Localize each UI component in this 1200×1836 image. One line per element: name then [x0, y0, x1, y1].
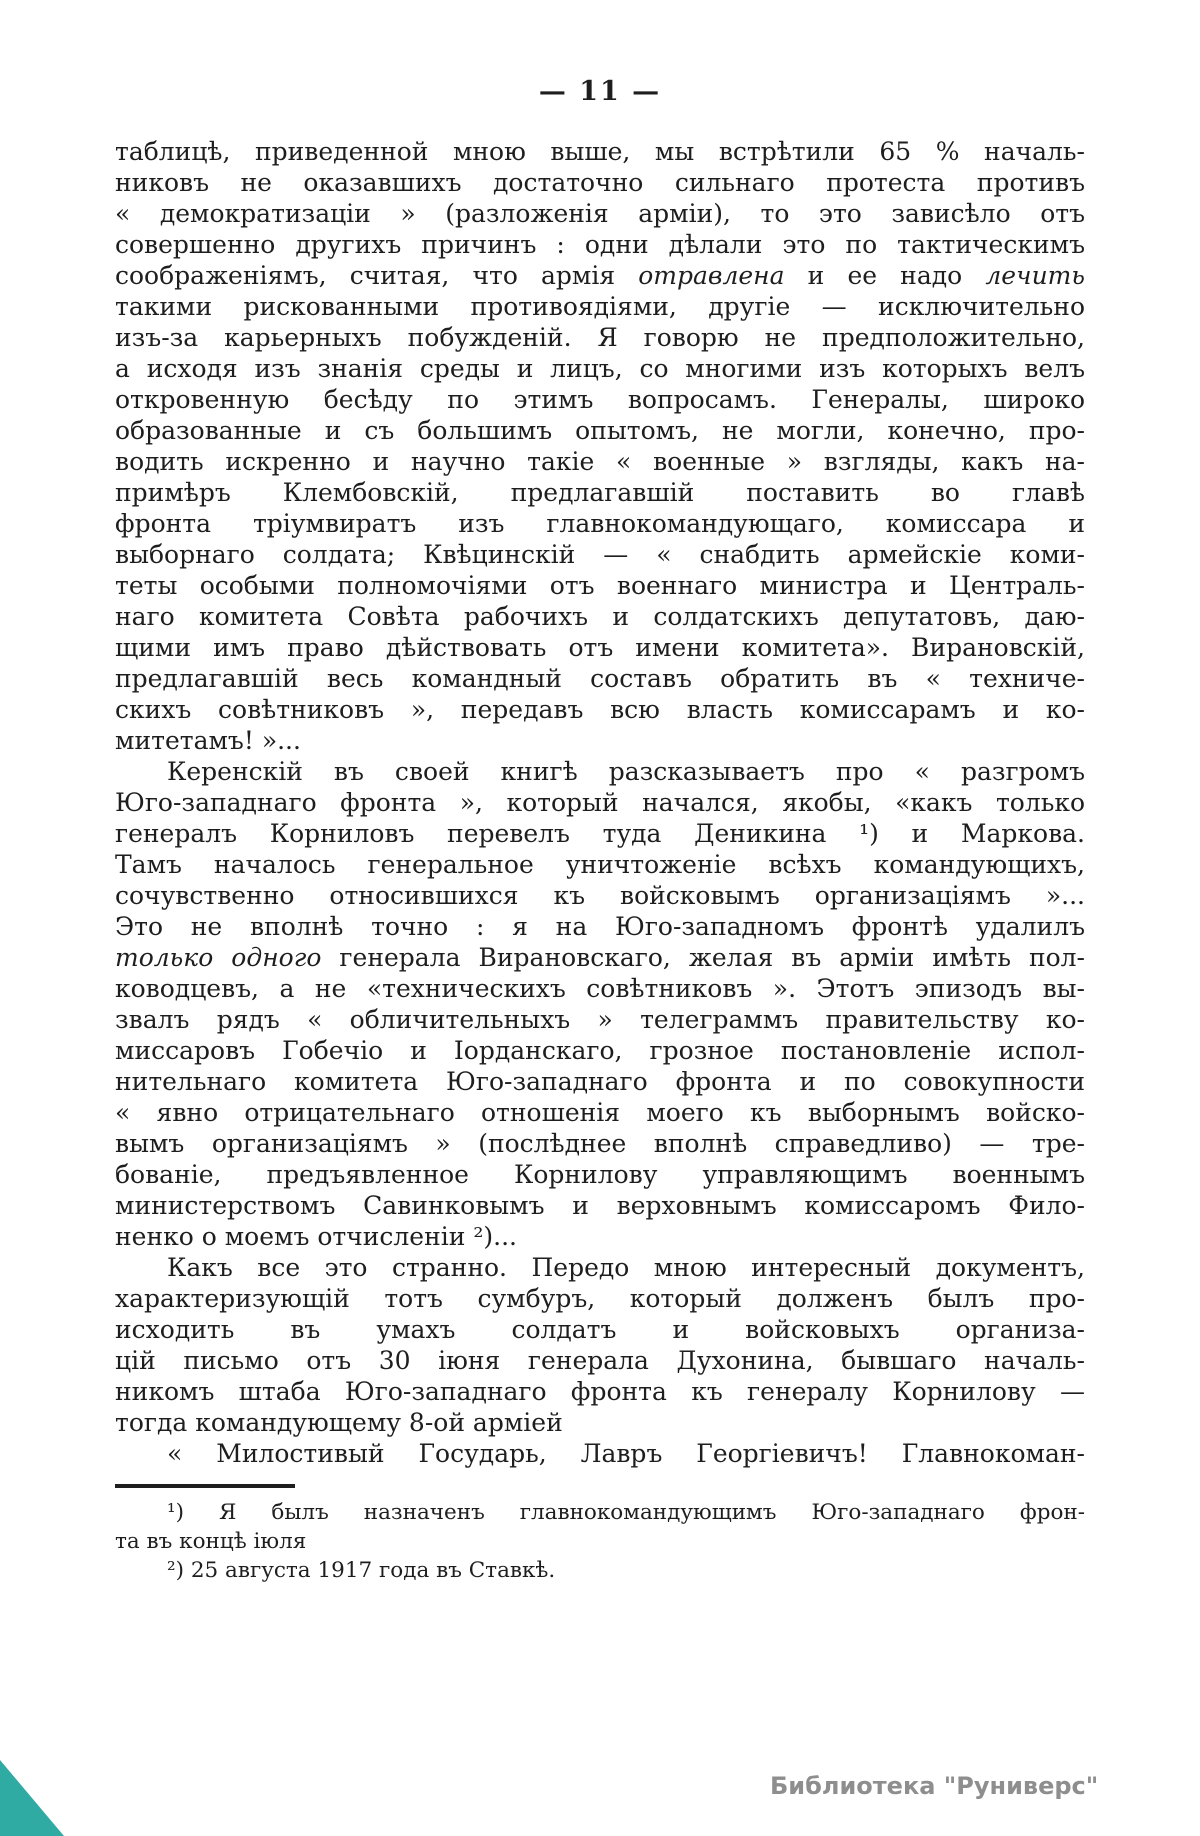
- text-line: соображеніямъ, считая, что армія отравлена и ее надо лечить: [115, 261, 1085, 290]
- text-line: миссаровъ Гобечіо и Іорданскаго, грозное постановленіе испол-: [115, 1036, 1085, 1065]
- text-line: такими рискованными противоядіями, другіе — исключительно: [115, 292, 1085, 321]
- text-line: ководцевъ, а не «техническихъ совѣтниковъ ». Этотъ эпизодъ вы-: [115, 974, 1085, 1003]
- text-line: нительнаго комитета Юго-западнаго фронта и по совокупности: [115, 1067, 1085, 1096]
- body-text: [115, 136, 1085, 1469]
- text-line: наго комитета Совѣта рабочихъ и солдатскихъ депутатовъ, даю-: [115, 602, 1085, 631]
- footnote-line: ²) 25 августа 1917 года въ Ставкѣ.: [167, 1558, 556, 1583]
- text-line: цій письмо отъ 30 іюня генерала Духонина, бывшаго началь-: [115, 1346, 1085, 1375]
- text-line: ненко о моемъ отчисленіи ²)...: [115, 1222, 517, 1251]
- text-line: бованіе, предъявленное Корнилову управляющимъ военнымъ: [115, 1160, 1085, 1189]
- text-line: Какъ все это странно. Передо мною интересный документъ,: [167, 1253, 1085, 1282]
- text-line: а исходя изъ знанія среды и лицъ, со многими изъ которыхъ велъ: [115, 354, 1085, 383]
- text-line: характеризующій тотъ сумбуръ, который долженъ былъ про-: [115, 1284, 1085, 1313]
- text-line: таблицѣ, приведенной мною выше, мы встрѣтили 65 % началь-: [115, 137, 1085, 166]
- footnote-line: ¹) Я былъ назначенъ главнокомандующимъ Юго-западнаго фрон-: [167, 1500, 1085, 1525]
- text-line: Тамъ началось генеральное уничтоженіе всѣхъ командующихъ,: [115, 850, 1085, 879]
- text-line: никомъ штаба Юго-западнаго фронта къ генералу Корнилову —: [115, 1377, 1085, 1406]
- text-line: откровенную бесѣду по этимъ вопросамъ. Генералы, широко: [115, 385, 1085, 414]
- text-line: Юго-западнаго фронта », который начался, якобы, «какъ только: [115, 788, 1085, 817]
- text-line: скихъ совѣтниковъ », передавъ всю власть комиссарамъ и ко-: [115, 695, 1085, 724]
- text-line: « демократизаціи » (разложенія арміи), то это зависѣло отъ: [115, 199, 1085, 228]
- footnote-line: та въ концѣ іюля: [115, 1529, 307, 1554]
- teal-corner-triangle-icon: [0, 1760, 64, 1836]
- text-line: митетамъ! »...: [115, 726, 301, 755]
- text-line: Это не вполнѣ точно : я на Юго-западномъ фронтѣ удалилъ: [115, 912, 1085, 941]
- text-line: генералъ Корниловъ перевелъ туда Деникина ¹) и Маркова.: [115, 819, 1085, 848]
- text-line: « явно отрицательнаго отношенія моего къ выборнымъ войско-: [115, 1098, 1085, 1127]
- text-line: образованные и съ большимъ опытомъ, не могли, конечно, про-: [115, 416, 1085, 445]
- text-line: сочувственно относившихся къ войсковымъ организаціямъ »...: [115, 881, 1085, 910]
- text-line: фронта тріумвиратъ изъ главнокомандующаго, комиссара и: [115, 509, 1085, 538]
- text-line: « Милостивый Государь, Лавръ Георгіевичъ! Главнокоман-: [167, 1439, 1085, 1468]
- text-line: выборнаго солдата; Квѣцинскій — « снабдить армейскіе коми-: [115, 540, 1085, 569]
- library-watermark: Библиотека "Руниверс": [770, 1772, 1099, 1800]
- text-line: совершенно другихъ причинъ : одни дѣлали это по тактическимъ: [115, 230, 1085, 259]
- text-line: вымъ организаціямъ » (послѣднее вполнѣ справедливо) — тре-: [115, 1129, 1085, 1158]
- footnote-separator-rule: [115, 1484, 295, 1488]
- text-line: примѣръ Клембовскій, предлагавшій поставить во главѣ: [115, 478, 1085, 507]
- text-line: Керенскій въ своей книгѣ разсказываетъ про « разгромъ: [167, 757, 1085, 786]
- text-line: звалъ рядъ « обличительныхъ » телеграммъ правительству ко-: [115, 1005, 1085, 1034]
- text-line: теты особыми полномочіями отъ военнаго министра и Централь-: [115, 571, 1085, 600]
- footnotes: [115, 1498, 1085, 1585]
- text-line: водить искренно и научно такіе « военные » взгляды, какъ на-: [115, 447, 1085, 476]
- text-line: изъ-за карьерныхъ побужденій. Я говорю не предположительно,: [115, 323, 1085, 352]
- text-line: тогда командующему 8-ой арміей: [115, 1408, 563, 1437]
- text-line: исходить въ умахъ солдатъ и войсковыхъ организа-: [115, 1315, 1085, 1344]
- text-line: только одного генерала Вирановскаго, желая въ арміи имѣть пол-: [115, 943, 1085, 972]
- text-line: никовъ не оказавшихъ достаточно сильнаго протеста противъ: [115, 168, 1085, 197]
- text-line: щими имъ право дѣйствовать отъ имени комитета». Вирановскій,: [115, 633, 1085, 662]
- page-number-header: — 11 —: [538, 76, 662, 107]
- text-line: предлагавшій весь командный составъ обратить въ « техниче-: [115, 664, 1085, 693]
- text-line: министерствомъ Савинковымъ и верховнымъ комиссаромъ Фило-: [115, 1191, 1085, 1220]
